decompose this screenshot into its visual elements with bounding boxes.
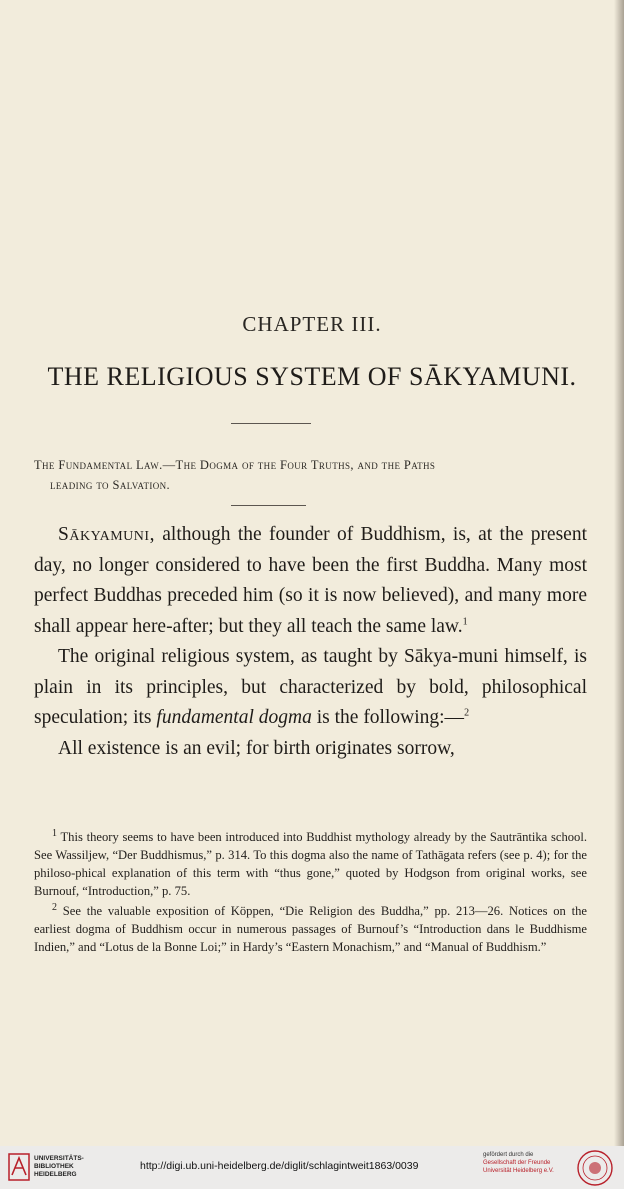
library-name-line-1: UNIVERSITÄTS- — [34, 1155, 84, 1162]
footnote-2 — [34, 902, 587, 956]
sponsor-name-2: Universität Heidelberg e.V. — [483, 1168, 554, 1174]
footnote-1-text: This theory seems to have been introduced into Buddhist mythology already by the Sautrāntika school. See Wassiljew, “Der Buddhismus,” p. 314. To this dogma also the name of Tathāgata refers (see p. 4); for the philoso-phical explanation of this term with “thus gone,” quoted by Hodgson from original works, see Burnouf, “Introduction,” p. 75. — [34, 830, 587, 898]
summary-divider — [231, 505, 306, 506]
title-divider — [231, 423, 311, 424]
paragraph-3-text: All existence is an evil; for birth originates sorrow, — [58, 737, 455, 759]
paragraph-1-text: although the founder of Buddhism, is, at the present day, no longer considered to have been the first Buddha. Many most perfect Buddhas preceded him (so it is now believed), and many more shall appear here-after; but they all teach the same law. — [34, 524, 587, 637]
library-name — [34, 1155, 84, 1179]
paragraph-1-lead: Sākyamuni, — [58, 524, 155, 545]
permalink-url[interactable]: http://digi.ub.uni-heidelberg.de/diglit/schlagintweit1863/0039 — [140, 1160, 419, 1172]
library-name-line-3: HEIDELBERG — [34, 1171, 77, 1178]
footnote-1 — [34, 828, 587, 900]
chapter-number: CHAPTER III. — [242, 312, 382, 336]
footnote-ref-1[interactable]: 1 — [462, 616, 468, 627]
sponsor-label: gefördert durch die — [483, 1152, 534, 1158]
footnote-2-text: See the valuable exposition of Köppen, “Die Religion des Buddha,” pp. 213—26. Notices on the earliest dogma of Buddhism occur in numerous passages of Burnouf’s “Introduction dans le Buddhisme Indien,” and “Lotus de la Bonne Loi;” in Hardy’s “Eastern Monachism,” and “Manual of Buddhism.” — [34, 904, 587, 954]
paragraph-2-emphasis: fundamental dogma — [156, 707, 312, 728]
library-name-line-2: BIBLIOTHEK — [34, 1163, 74, 1170]
sponsor-credit — [483, 1151, 571, 1175]
summary-line-2: leading to Salvation. — [50, 478, 171, 492]
library-logo-icon[interactable] — [8, 1153, 30, 1181]
sponsor-name-1: Gesellschaft der Freunde — [483, 1160, 551, 1166]
footnote-mark-1: 1 — [52, 827, 57, 839]
paragraph-3 — [34, 734, 587, 765]
footnotes — [34, 828, 587, 958]
university-seal-icon[interactable] — [576, 1149, 614, 1187]
footnote-ref-2[interactable]: 2 — [464, 707, 470, 719]
paragraph-1 — [34, 520, 587, 642]
paragraph-2-text: The original religious system, as taught by Sākya-muni himself, is plain in its principles, but characterized by bold, philosophical speculation; its — [34, 646, 587, 728]
summary-line-1: The Fundamental Law.—The Dogma of the Four Truths, and the Paths — [34, 458, 436, 472]
paragraph-2-tail: is the following:— — [311, 707, 465, 728]
chapter-summary — [34, 455, 594, 495]
chapter-title: THE RELIGIOUS SYSTEM OF SĀKYAMUNI. — [47, 362, 577, 391]
viewer-footer — [0, 1146, 624, 1189]
body-text — [34, 520, 587, 764]
paragraph-2 — [34, 642, 587, 734]
footnote-mark-2: 2 — [52, 901, 57, 913]
